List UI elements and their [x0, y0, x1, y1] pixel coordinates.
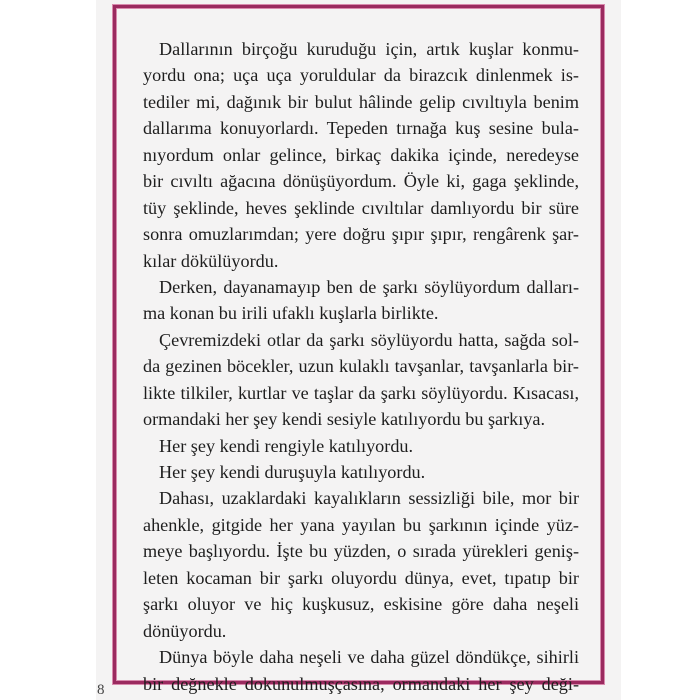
text-line: yordu ona; uça uça yoruldular da birazcık dinlenmek is- — [143, 65, 579, 86]
text-line: ormandaki her şey kendi sesiyle katılıyordu bu şarkıya. — [143, 409, 546, 430]
text-line: şarkı oluyor ve hiç kuşkusuz, eskisine göre daha neşeli — [143, 594, 579, 615]
text-line: Çevremizdeki otlar da şarkı söylüyordu hatta, sağda sol- — [159, 329, 579, 350]
text-line: Dallarının birçoğu kuruduğu için, artık kuşlar konmu- — [159, 39, 579, 59]
text-line: bir değnekle dokunulmuşçasına, ormandaki her şey deği- — [143, 673, 579, 694]
text-line: bir cıvıltı ağacına dönüşüyordum. Öyle ki, gaga şeklinde, — [143, 171, 579, 192]
body-text — [143, 36, 579, 697]
text-line: dallarıma konuyorlardı. Tepeden tırnağa kuş sesine bula- — [143, 118, 579, 139]
text-line: Dahası, uzaklardaki kayalıkların sessizliği bile, mor bir — [159, 488, 579, 509]
text-line: da gezinen böcekler, uzun kulaklı tavşanlar, tavşanlarla bir- — [143, 356, 579, 377]
text-line: tüy şeklinde, heves şeklinde cıvıltılar damlıyordu bir süre — [143, 197, 579, 218]
text-line: Dünya böyle daha neşeli ve daha güzel döndükçe, sihirli — [159, 647, 579, 668]
text-line: leten kocaman bir şarkı oluyordu dünya, evet, tıpatıp bir — [143, 567, 579, 588]
text-line: meye başlıyordu. İşte bu yüzden, o sırada yürekleri geniş- — [143, 541, 579, 562]
text-line: Derken, dayanamayıp ben de şarkı söylüyordum dalları- — [159, 276, 579, 297]
text-line: Her şey kendi rengiyle katılıyordu. — [159, 435, 414, 456]
page-number: 8 — [97, 682, 105, 698]
text-line: kılar dökülüyordu. — [143, 250, 279, 271]
text-line: tediler mi, dağınık bir bulut hâlinde gelip cıvıltıyla benim — [143, 91, 579, 112]
text-line: ma konan bu irili ufaklı kuşlarla birlikte. — [143, 303, 439, 324]
text-line: Her şey kendi duruşuyla katılıyordu. — [159, 462, 426, 482]
text-line: nıyordum onlar gelince, birkaç dakika içinde, neredeyse — [143, 144, 579, 165]
text-line: dönüyordu. — [143, 620, 227, 641]
text-line: ahenkle, gitgide her yana yayılan bu şarkının içinde yüz- — [143, 514, 579, 535]
text-line: likte tilkiler, kurtlar ve taşlar da şarkı söylüyordu. Kısacası, — [143, 382, 579, 403]
text-line: sonra omuzlarımdan; yere doğru şıpır şıpır, rengârenk şar- — [143, 224, 579, 245]
